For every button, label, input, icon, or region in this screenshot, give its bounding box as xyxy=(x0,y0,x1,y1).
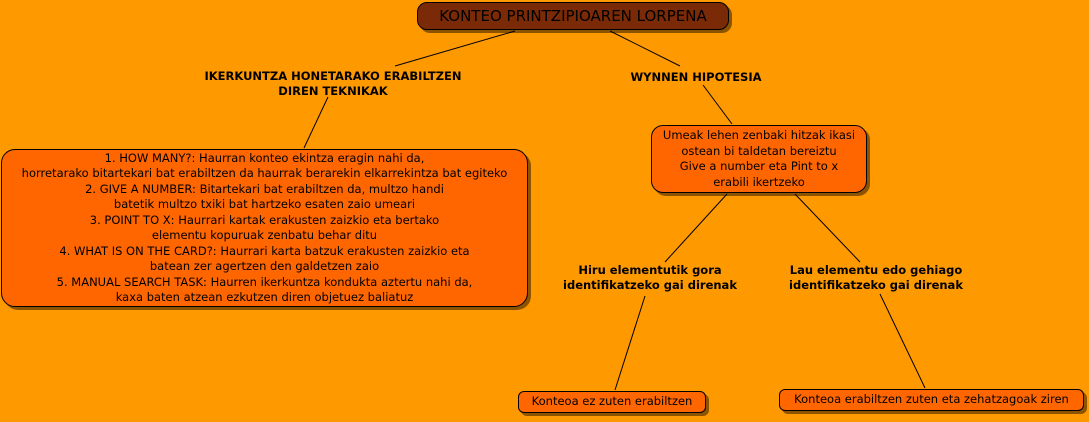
techniques-branch-label xyxy=(204,69,461,99)
techniques-line: batetik multzo txiki bat hartzeko esaten zaio umeari xyxy=(113,197,416,211)
connector-title-techniques xyxy=(395,31,515,66)
connector-three-leaf xyxy=(615,296,645,390)
root-title-text: KONTEO PRINTZIPIOAREN LORPENA xyxy=(439,7,707,25)
techniques-line: 3. POINT TO X: Haurrari kartak erakusten zaizkio eta bertako xyxy=(89,212,440,227)
techniques-node[interactable] xyxy=(1,149,528,307)
techniques-line: 2. GIVE A NUMBER: Bitartekari bat erabiltzen da, multzo handi xyxy=(85,181,444,196)
connector-techniques-label-box xyxy=(304,97,328,148)
techniques-line: horretarako bitartekari bat erabiltzen da haurrak berarekin elkarrekintza bat egiteko xyxy=(21,166,508,180)
connector-wynn-four xyxy=(795,194,860,262)
four-elements-label: Lau elementu edo gehiago identifikatzeko gai direnak xyxy=(789,263,963,292)
wynn-line: ostean bi taldetan bereiztu xyxy=(681,143,837,158)
wynn-line: Give a number eta Pint to x xyxy=(679,159,839,173)
techniques-line: batean zer agertzen den galdetzen zaio xyxy=(149,259,380,273)
wynn-line: Umeak lehen zenbaki hitzak ikasi xyxy=(662,128,856,142)
techniques-line: 1. HOW MANY?: Haurran konteo ekintza eragin nahi da, xyxy=(104,150,425,165)
techniques-line: elementu kopuruak zenbatu behar ditu xyxy=(151,228,378,242)
techniques-label-line: IKERKUNTZA HONETARAKO ERABILTZEN xyxy=(204,69,462,83)
three-elements-label: Hiru elementutik gora identifikatzeko gai direnak xyxy=(563,263,737,292)
techniques-line: kaxa baten atzean ezkutzen diren objetuez baliatuz xyxy=(115,290,414,304)
root-title-node[interactable] xyxy=(417,2,729,30)
no-count-node[interactable]: Konteoa ez zuten erabiltzen xyxy=(518,391,706,413)
wynn-line: erabili ikertzeko xyxy=(713,174,805,189)
connector-four-leaf xyxy=(880,294,925,388)
yes-count-node[interactable]: Konteoa erabiltzen zuten eta zehatzagoak ziren xyxy=(779,389,1084,411)
techniques-line: 4. WHAT IS ON THE CARD?: Haurrari karta batzuk erakusten zaizkio eta xyxy=(59,243,470,258)
techniques-label-line: DIREN TEKNIKAK xyxy=(278,84,388,98)
connector-title-wynn xyxy=(610,31,680,66)
connector-wynn-three xyxy=(665,194,727,262)
connector-wynn-label-box xyxy=(703,85,732,124)
wynn-branch-label: WYNNEN HIPOTESIA xyxy=(630,70,762,84)
techniques-line: 5. MANUAL SEARCH TASK: Haurren ikerkuntza kondukta aztertu nahi da, xyxy=(56,274,473,289)
wynn-hypothesis-node[interactable] xyxy=(651,125,867,193)
